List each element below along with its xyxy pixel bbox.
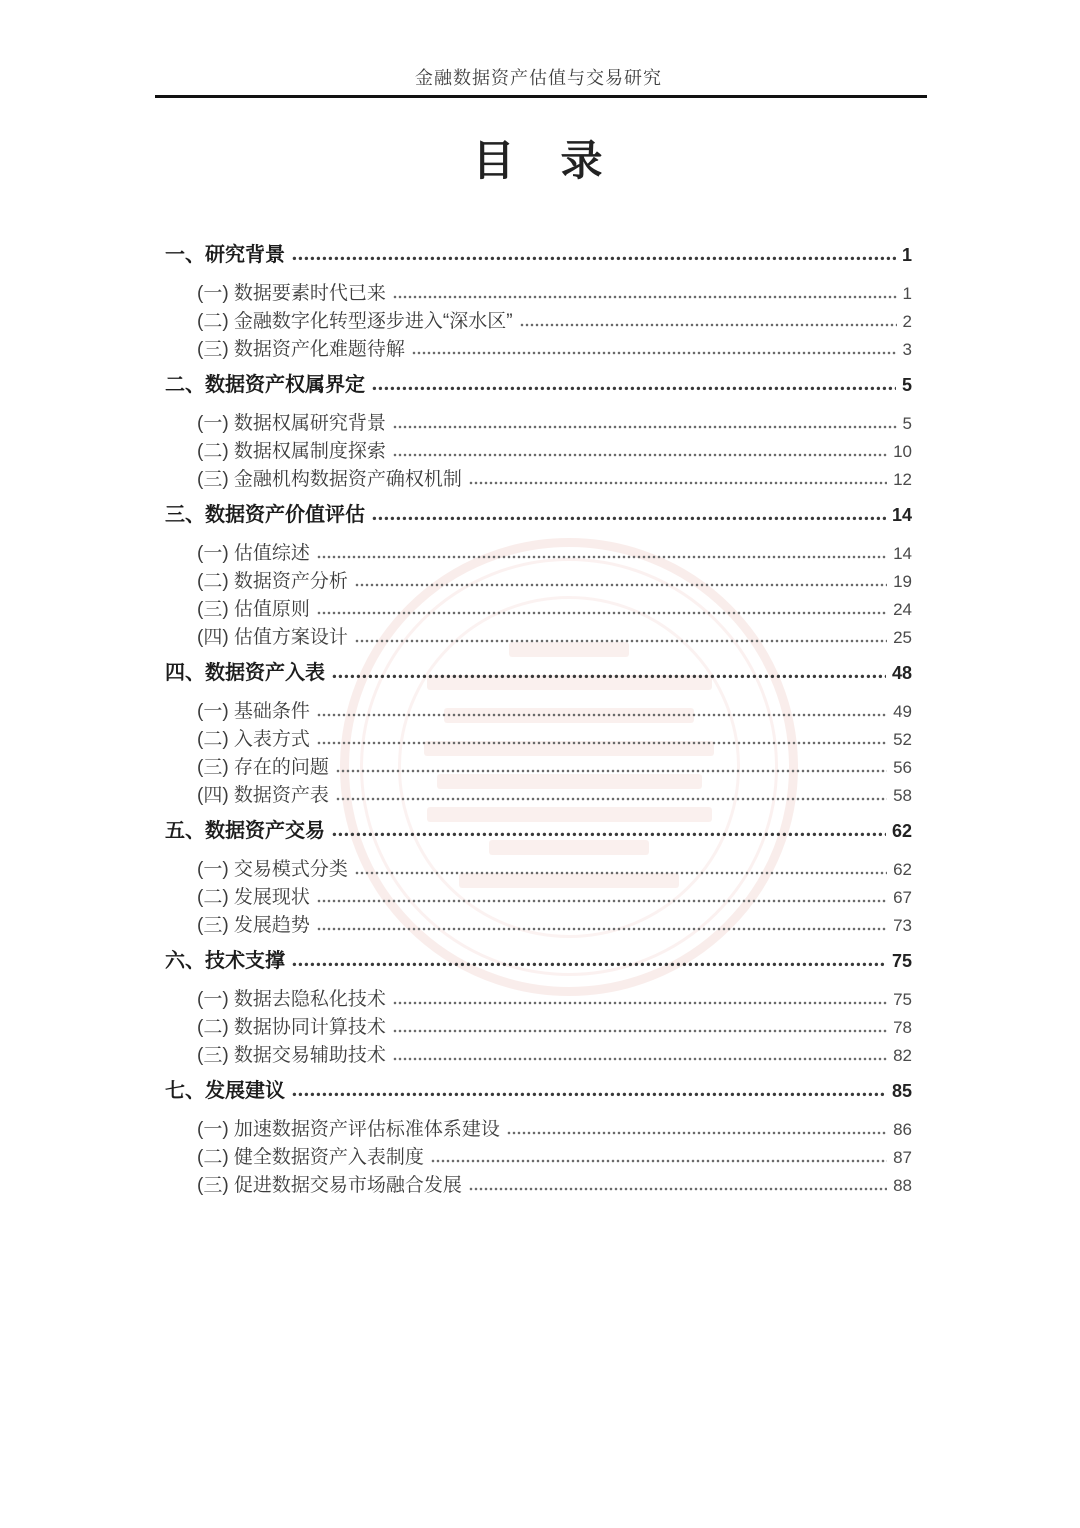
toc-item-page: 82 bbox=[893, 1046, 912, 1065]
running-header bbox=[165, 68, 912, 98]
dot-leader bbox=[332, 674, 886, 679]
toc-section-row[interactable] bbox=[165, 946, 912, 976]
toc-section-label: 一、研究背景 bbox=[165, 244, 285, 266]
toc-item-page: 67 bbox=[893, 888, 912, 907]
dot-leader bbox=[393, 425, 897, 429]
toc-item-label: (一) 基础条件 bbox=[197, 701, 310, 722]
dot-leader bbox=[332, 832, 886, 837]
toc-list bbox=[165, 240, 912, 1200]
toc-item-label: (二) 数据权属制度探索 bbox=[197, 441, 386, 462]
toc-item-row[interactable] bbox=[197, 568, 912, 596]
toc-section-items bbox=[165, 856, 912, 940]
toc-item-row[interactable] bbox=[197, 912, 912, 940]
toc-item-label: (三) 促进数据交易市场融合发展 bbox=[197, 1175, 462, 1196]
dot-leader bbox=[372, 386, 896, 391]
toc-item-label: (四) 数据资产表 bbox=[197, 785, 329, 806]
toc-item-page: 5 bbox=[902, 414, 912, 433]
toc-item-label: (三) 估值原则 bbox=[197, 599, 310, 620]
dot-leader bbox=[393, 1001, 887, 1005]
toc-item-label: (一) 数据要素时代已来 bbox=[197, 283, 386, 304]
toc-section bbox=[165, 240, 912, 364]
toc-section-items bbox=[165, 1116, 912, 1200]
toc-section bbox=[165, 370, 912, 494]
toc-item-label: (三) 存在的问题 bbox=[197, 757, 329, 778]
toc-item-page: 25 bbox=[893, 628, 912, 647]
dot-leader bbox=[355, 583, 887, 587]
toc-item-row[interactable] bbox=[197, 986, 912, 1014]
toc-item-label: (二) 健全数据资产入表制度 bbox=[197, 1147, 424, 1168]
toc-section-page: 75 bbox=[891, 951, 912, 971]
dot-leader bbox=[292, 256, 896, 261]
toc-item-row[interactable] bbox=[197, 726, 912, 754]
toc-section-label: 六、技术支撑 bbox=[165, 950, 285, 972]
dot-leader bbox=[393, 453, 887, 457]
toc-section-page: 48 bbox=[891, 663, 912, 683]
toc-item-row[interactable] bbox=[197, 336, 912, 364]
toc-item-row[interactable] bbox=[197, 782, 912, 810]
toc-section-row[interactable] bbox=[165, 658, 912, 688]
toc-item-page: 14 bbox=[893, 544, 912, 563]
toc-section bbox=[165, 658, 912, 810]
toc-section-items bbox=[165, 698, 912, 810]
toc-item-label: (三) 发展趋势 bbox=[197, 915, 310, 936]
toc-item-row[interactable] bbox=[197, 754, 912, 782]
toc-section-row[interactable] bbox=[165, 370, 912, 400]
dot-leader bbox=[469, 1187, 887, 1191]
dot-leader bbox=[393, 1029, 887, 1033]
toc-section bbox=[165, 816, 912, 940]
toc-item-page: 10 bbox=[893, 442, 912, 461]
toc-section-page: 5 bbox=[901, 375, 912, 395]
toc-item-page: 52 bbox=[893, 730, 912, 749]
toc-item-page: 75 bbox=[893, 990, 912, 1009]
dot-leader bbox=[317, 555, 887, 559]
toc-section-row[interactable] bbox=[165, 1076, 912, 1106]
dot-leader bbox=[431, 1159, 887, 1163]
toc-item-row[interactable] bbox=[197, 856, 912, 884]
dot-leader bbox=[336, 797, 887, 801]
toc-section-page: 85 bbox=[891, 1081, 912, 1101]
dot-leader bbox=[317, 899, 887, 903]
toc-item-label: (一) 加速数据资产评估标准体系建设 bbox=[197, 1119, 500, 1140]
toc-item-page: 24 bbox=[893, 600, 912, 619]
toc-item-page: 56 bbox=[893, 758, 912, 777]
toc-section bbox=[165, 1076, 912, 1200]
dot-leader bbox=[355, 639, 887, 643]
toc-item-row[interactable] bbox=[197, 438, 912, 466]
dot-leader bbox=[393, 1057, 887, 1061]
toc-item-label: (二) 金融数字化转型逐步进入“深水区” bbox=[197, 311, 513, 332]
toc-item-page: 87 bbox=[893, 1148, 912, 1167]
dot-leader bbox=[317, 611, 887, 615]
toc-item-label: (二) 发展现状 bbox=[197, 887, 310, 908]
dot-leader bbox=[317, 741, 887, 745]
running-header-title: 金融数据资产估值与交易研究 bbox=[415, 68, 662, 88]
toc-item-page: 3 bbox=[902, 340, 912, 359]
toc-item-row[interactable] bbox=[197, 1014, 912, 1042]
toc-item-row[interactable] bbox=[197, 466, 912, 494]
toc-item-label: (四) 估值方案设计 bbox=[197, 627, 348, 648]
toc-section-items bbox=[165, 540, 912, 652]
toc-item-page: 88 bbox=[893, 1176, 912, 1195]
dot-leader bbox=[507, 1131, 887, 1135]
toc-section-row[interactable] bbox=[165, 500, 912, 530]
toc-item-row[interactable] bbox=[197, 1042, 912, 1070]
toc-item-page: 49 bbox=[893, 702, 912, 721]
toc-item-row[interactable] bbox=[197, 280, 912, 308]
toc-section-items bbox=[165, 280, 912, 364]
toc-item-row[interactable] bbox=[197, 596, 912, 624]
toc-section-label: 五、数据资产交易 bbox=[165, 820, 325, 842]
toc-item-row[interactable] bbox=[197, 308, 912, 336]
toc-item-label: (三) 金融机构数据资产确权机制 bbox=[197, 469, 462, 490]
dot-leader bbox=[393, 295, 897, 299]
dot-leader bbox=[317, 927, 887, 931]
toc-item-page: 12 bbox=[893, 470, 912, 489]
toc-section-page: 62 bbox=[891, 821, 912, 841]
header-rule bbox=[155, 95, 927, 98]
dot-leader bbox=[292, 962, 886, 967]
toc-section-label: 四、数据资产入表 bbox=[165, 662, 325, 684]
toc-item-label: (二) 入表方式 bbox=[197, 729, 310, 750]
toc-section-label: 三、数据资产价值评估 bbox=[165, 504, 365, 526]
toc-section-label: 七、发展建议 bbox=[165, 1080, 285, 1102]
toc-item-page: 2 bbox=[902, 312, 912, 331]
toc-item-page: 86 bbox=[893, 1120, 912, 1139]
toc-item-label: (二) 数据协同计算技术 bbox=[197, 1017, 386, 1038]
toc-section-page: 1 bbox=[901, 245, 912, 265]
toc-item-page: 1 bbox=[902, 284, 912, 303]
toc-item-row[interactable] bbox=[197, 540, 912, 568]
toc-item-page: 78 bbox=[893, 1018, 912, 1037]
toc-item-row[interactable] bbox=[197, 1144, 912, 1172]
dot-leader bbox=[372, 516, 886, 521]
toc-item-page: 19 bbox=[893, 572, 912, 591]
toc-section-row[interactable] bbox=[165, 240, 912, 270]
toc-section bbox=[165, 946, 912, 1070]
toc-item-label: (一) 交易模式分类 bbox=[197, 859, 348, 880]
toc-item-page: 73 bbox=[893, 916, 912, 935]
toc-section-page: 14 bbox=[891, 505, 912, 525]
dot-leader bbox=[336, 769, 887, 773]
toc-section-label: 二、数据资产权属界定 bbox=[165, 374, 365, 396]
toc-item-row[interactable] bbox=[197, 1116, 912, 1144]
toc-item-row[interactable] bbox=[197, 698, 912, 726]
toc-title: 目 录 bbox=[472, 137, 605, 184]
toc-section bbox=[165, 500, 912, 652]
toc-item-label: (二) 数据资产分析 bbox=[197, 571, 348, 592]
toc-item-row[interactable] bbox=[197, 410, 912, 438]
toc-section-items bbox=[165, 410, 912, 494]
toc-item-label: (一) 数据权属研究背景 bbox=[197, 413, 386, 434]
toc-item-label: (一) 数据去隐私化技术 bbox=[197, 989, 386, 1010]
dot-leader bbox=[469, 481, 887, 485]
dot-leader bbox=[520, 323, 897, 327]
toc-item-label: (三) 数据交易辅助技术 bbox=[197, 1045, 386, 1066]
toc-item-row[interactable] bbox=[197, 884, 912, 912]
dot-leader bbox=[355, 871, 887, 875]
toc-item-row[interactable] bbox=[197, 624, 912, 652]
toc-item-page: 62 bbox=[893, 860, 912, 879]
toc-item-row[interactable] bbox=[197, 1172, 912, 1200]
toc-section-row[interactable] bbox=[165, 816, 912, 846]
toc-section-items bbox=[165, 986, 912, 1070]
toc-item-page: 58 bbox=[893, 786, 912, 805]
dot-leader bbox=[412, 351, 897, 355]
dot-leader bbox=[292, 1092, 886, 1097]
toc-item-label: (一) 估值综述 bbox=[197, 543, 310, 564]
dot-leader bbox=[317, 713, 887, 717]
toc-item-label: (三) 数据资产化难题待解 bbox=[197, 339, 405, 360]
